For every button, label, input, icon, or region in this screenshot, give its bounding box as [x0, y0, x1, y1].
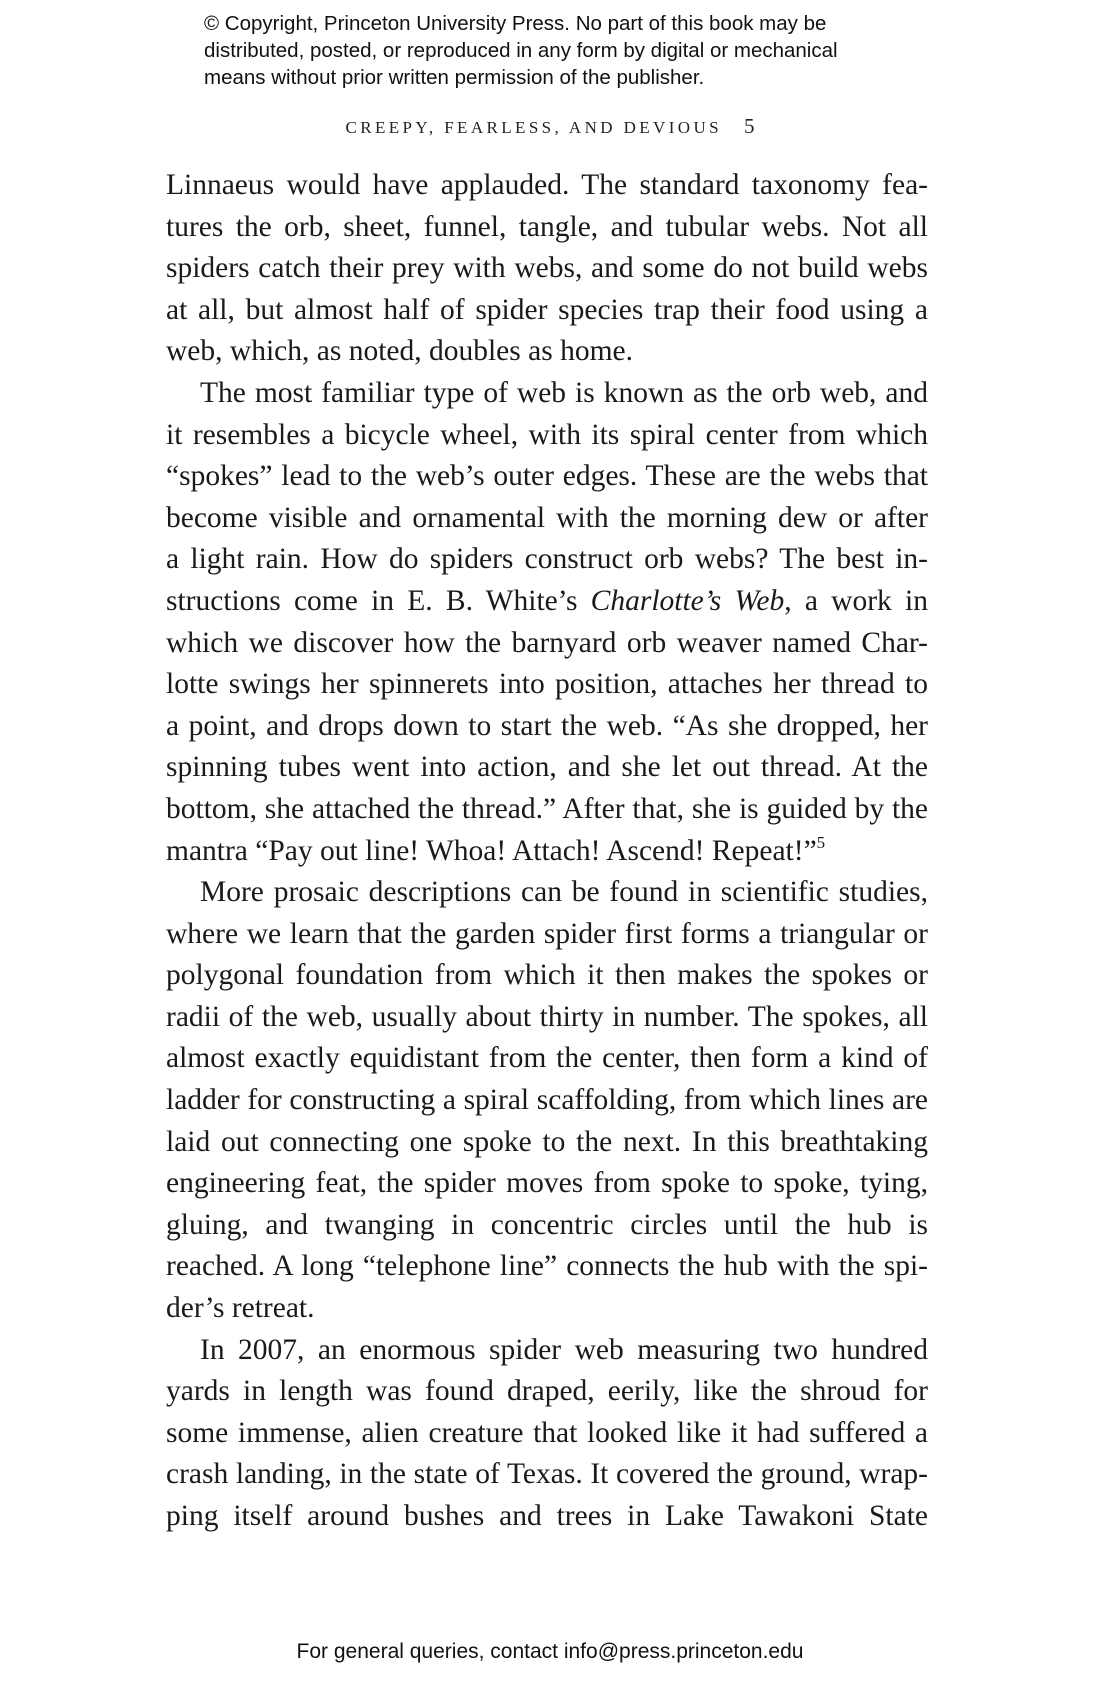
footnote-marker[interactable]: 5 [816, 832, 826, 852]
copyright-notice [204, 10, 944, 91]
text-line: bottom, she attached the thread.” After that, she is guided by the [166, 792, 928, 825]
text-line: The most familiar type of web is known as the orb web, and [200, 376, 928, 409]
text-line: Linnaeus would have applauded. The standard taxonomy fea- [166, 169, 928, 201]
text-line: spiders catch their prey with webs, and some do not build webs [166, 252, 928, 285]
text-line: at all, but almost half of spider species trap their food using a [166, 293, 928, 326]
text-line: yards in length was found draped, eerily, like the shroud for [166, 1375, 928, 1408]
book-title: Charlotte’s Web [590, 584, 785, 617]
text-line: polygonal foundation from which it then makes the spokes or [166, 959, 928, 992]
text-line: gluing, and twanging in concentric circles until the hub is [166, 1208, 928, 1241]
text-line: web, which, as noted, doubles as home. [166, 335, 633, 368]
text-line: ladder for constructing a spiral scaffolding, from which lines are [166, 1084, 928, 1117]
text-line: a point, and drops down to start the web. “As she dropped, her [166, 709, 928, 742]
text-line: a light rain. How do spiders construct orb webs? The best in- [166, 543, 928, 576]
text-line [166, 581, 928, 623]
text-line: engineering feat, the spider moves from spoke to spoke, tying, [166, 1167, 928, 1200]
footer-contact: For general queries, contact info@press.princeton.edu [296, 1640, 804, 1663]
text-line: In 2007, an enormous spider web measuring two hundred [200, 1333, 928, 1366]
text-line: some immense, alien creature that looked like it had suffered a [166, 1416, 928, 1449]
running-head [0, 114, 1100, 139]
text-line: where we learn that the garden spider first forms a triangular or [166, 917, 928, 950]
running-head-title: CREEPY, FEARLESS, AND DEVIOUS [345, 118, 722, 137]
copyright-line: means without prior written permission of the publisher. [204, 66, 705, 89]
text-segment: , a work in [784, 584, 928, 617]
text-line: crash landing, in the state of Texas. It covered the ground, wrap- [166, 1458, 928, 1491]
text-segment: structions come in E. B. White’s [166, 584, 591, 617]
body-text [166, 165, 928, 1538]
text-line: become visible and ornamental with the morning dew or after [166, 501, 928, 534]
text-line [166, 831, 928, 873]
text-line: “spokes” lead to the web’s outer edges. These are the webs that [166, 460, 928, 493]
text-line: it resembles a bicycle wheel, with its spiral center from which [166, 418, 928, 451]
text-line: tures the orb, sheet, funnel, tangle, and tubular webs. Not all [166, 210, 928, 243]
copyright-line: distributed, posted, or reproduced in any form by digital or mechanical [204, 39, 838, 62]
text-line: almost exactly equidistant from the center, then form a kind of [166, 1042, 928, 1075]
text-line: spinning tubes went into action, and she let out thread. At the [166, 751, 928, 784]
text-line: laid out connecting one spoke to the next. In this breathtaking [166, 1125, 928, 1158]
text-line: radii of the web, usually about thirty in number. The spokes, all [166, 1000, 928, 1033]
text-line: der’s retreat. [166, 1292, 315, 1325]
text-segment: mantra “Pay out line! Whoa! Attach! Ascend! Repeat!” [166, 834, 817, 867]
text-line: ping itself around bushes and trees in Lake Tawakoni State [166, 1500, 928, 1532]
text-line: reached. A long “telephone line” connects the hub with the spi- [166, 1250, 928, 1283]
copyright-line: © Copyright, Princeton University Press. No part of this book may be [204, 12, 827, 35]
page-number: 5 [743, 114, 755, 138]
text-line: lotte swings her spinnerets into position, attaches her thread to [166, 668, 928, 701]
text-line: More prosaic descriptions can be found in scientific studies, [200, 876, 928, 909]
text-line: which we discover how the barnyard orb weaver named Char- [166, 626, 928, 659]
